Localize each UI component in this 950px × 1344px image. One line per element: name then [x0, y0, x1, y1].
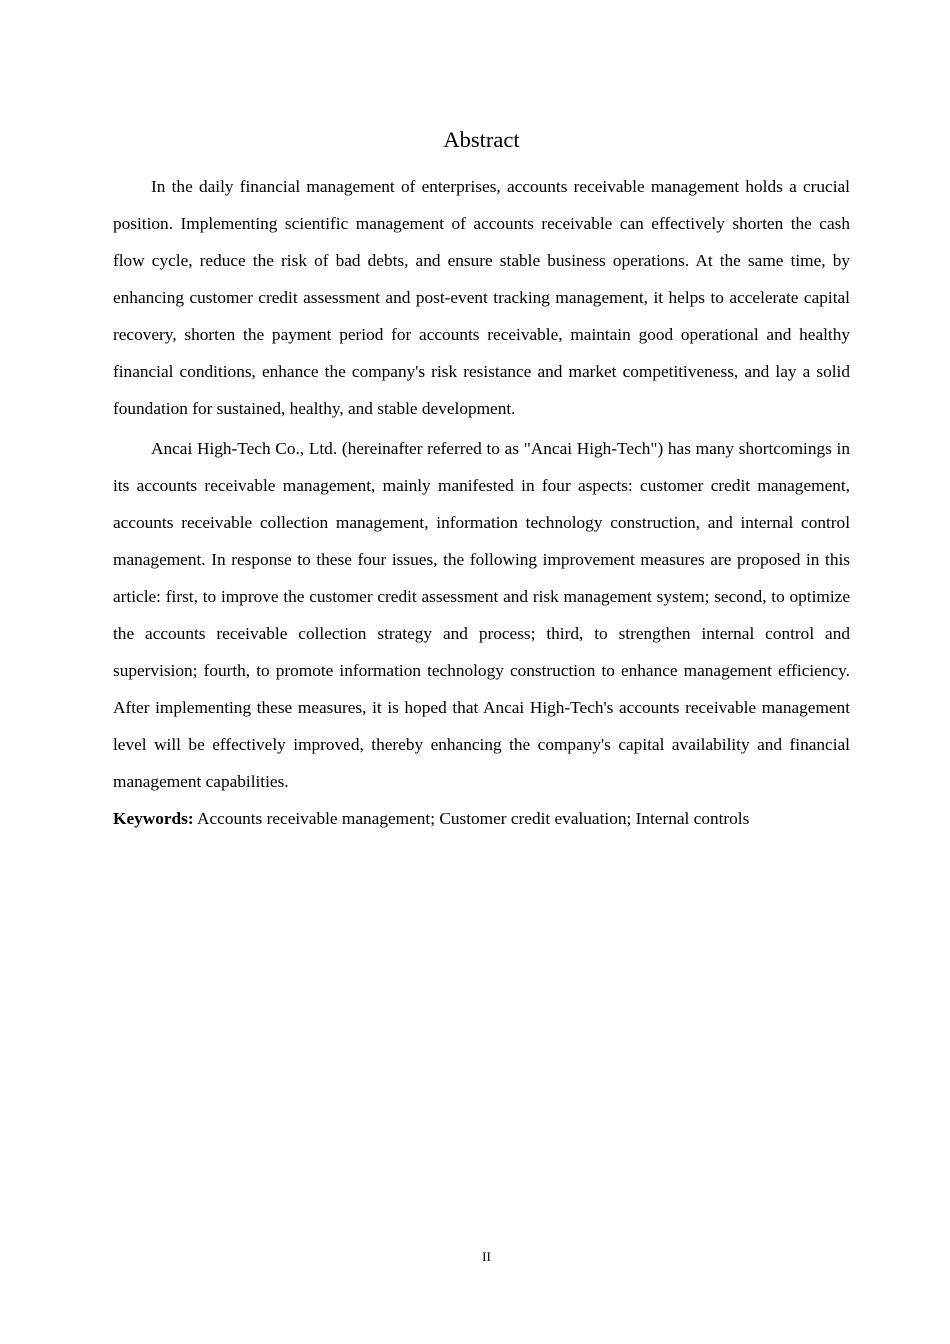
keywords-label: Keywords: — [113, 809, 194, 828]
abstract-paragraph-1: In the daily financial management of enterprises, accounts receivable management holds a crucial position. Implementing scientific management of accounts receivable can effectively shorten the cash flow cycle, reduce the risk of bad debts, and ensure stable business operations. At the same time, by enhancing customer credit assessment and post-event tracking management, it helps to accelerate capital recovery, shorten the payment period for accounts receivable, maintain good operational and healthy financial conditions, enhance the company's risk resistance and market competitiveness, and lay a solid foundation for sustained, healthy, and stable development. — [113, 177, 850, 418]
keywords-text: Accounts receivable management; Customer credit evaluation; Internal controls — [197, 809, 750, 828]
abstract-title: Abstract — [443, 127, 520, 152]
abstract-body — [113, 168, 850, 837]
keywords-line — [113, 800, 850, 837]
abstract-paragraph-2: Ancai High-Tech Co., Ltd. (hereinafter referred to as "Ancai High-Tech") has many shortcomings in its accounts receivable management, mainly manifested in four aspects: customer credit management, accounts receivable collection management, information technology construction, and internal control management. In response to these four issues, the following improvement measures are proposed in this article: first, to improve the customer credit assessment and risk management system; second, to optimize the accounts receivable collection strategy and process; third, to strengthen internal control and supervision; fourth, to promote information technology construction to enhance management efficiency. After implementing these measures, it is hoped that Ancai High-Tech's accounts receivable management level will be effectively improved, thereby enhancing the company's capital availability and financial management capabilities. — [113, 439, 850, 791]
page-number: II — [482, 1249, 491, 1264]
